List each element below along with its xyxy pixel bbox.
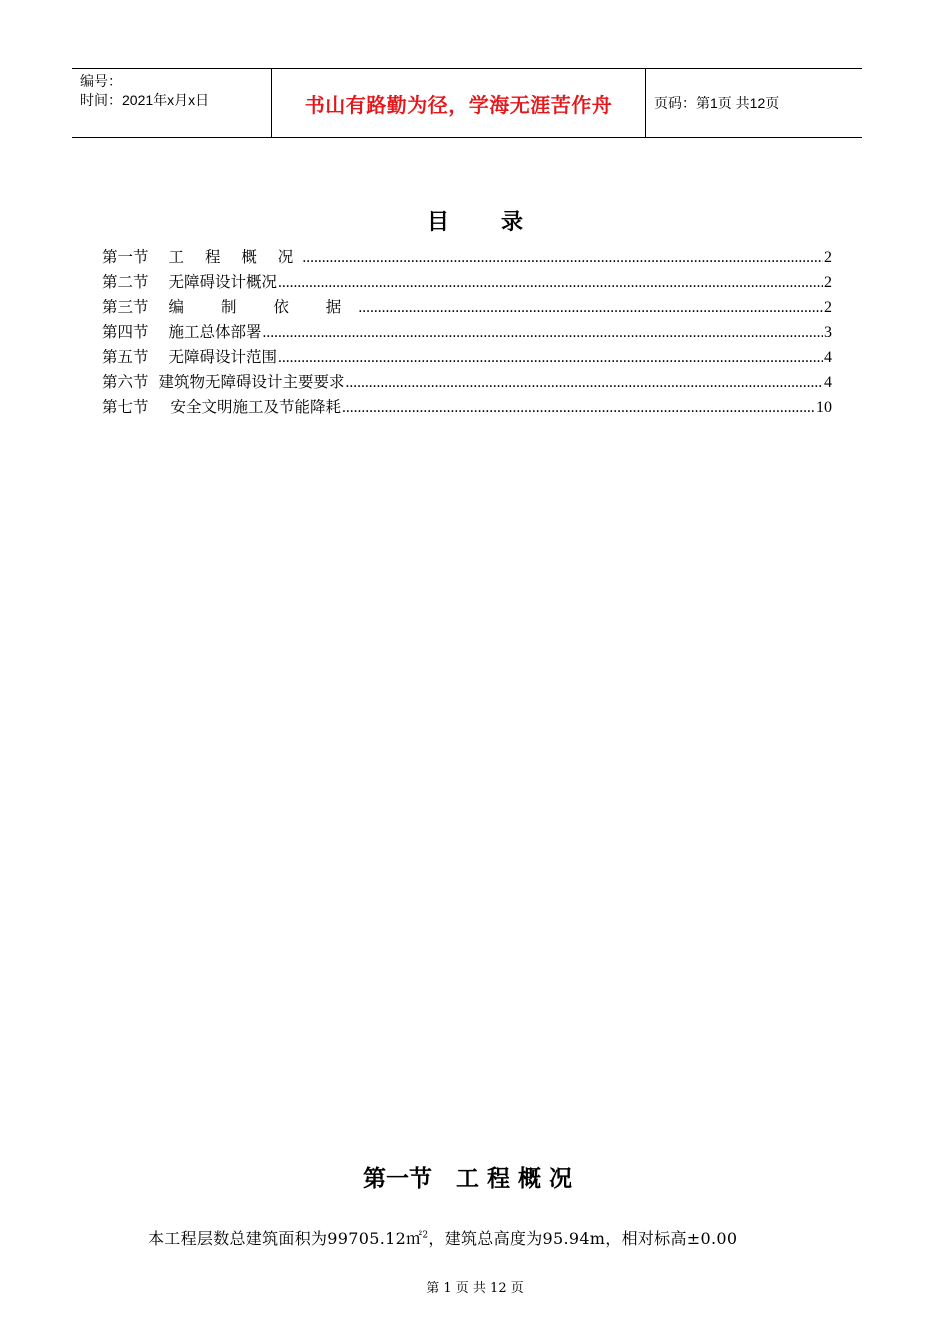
document-number-label: 编号： — [80, 73, 122, 89]
toc-entry-page: 4 — [824, 349, 832, 366]
header-motto: 书山有路勤为径，学海无涯苦作舟 — [272, 69, 646, 137]
toc-title: 目录 — [426, 209, 575, 235]
toc-entry-number: 第七节 — [102, 398, 149, 416]
document-time-label: 时间：2021年x月x日 — [80, 92, 210, 108]
toc-entry-number: 第五节 — [102, 348, 149, 366]
toc-entry[interactable] — [102, 295, 832, 320]
toc-leader-dots — [358, 299, 823, 317]
toc-entry-page: 3 — [824, 324, 832, 341]
toc-entry-title: 无障碍设计概况 — [168, 273, 278, 291]
toc-entry-page: 2 — [824, 249, 832, 266]
toc-entry-number: 第六节 — [102, 373, 149, 391]
toc-entry-number: 第四节 — [102, 323, 149, 341]
header-page-label: 页码：第1页 共12页 — [654, 95, 780, 111]
toc-entry-title: 编 制 依 据 — [168, 298, 358, 316]
toc-entry[interactable] — [102, 270, 832, 295]
toc-entry[interactable] — [102, 370, 832, 395]
section-heading: 第一节 工 程 概 况 — [362, 1166, 573, 1192]
toc-leader-dots — [278, 349, 823, 367]
toc-entry-page: 2 — [824, 299, 832, 316]
toc-leader-dots — [346, 374, 823, 392]
toc-entry-title: 无障碍设计范围 — [168, 348, 278, 366]
toc-entry[interactable] — [102, 245, 832, 270]
paragraph-text-start: 本工程层数总建筑面积为99705.12㎡ — [148, 1229, 423, 1248]
body-paragraph — [148, 1226, 737, 1249]
toc-leader-dots — [302, 249, 823, 267]
paragraph-text-end: ，建筑总高度为95.94m，相对标高±0.00 — [428, 1229, 738, 1248]
toc-entry[interactable] — [102, 395, 832, 420]
toc-leader-dots — [278, 274, 823, 292]
toc-entry[interactable] — [102, 345, 832, 370]
document-header — [72, 68, 862, 138]
toc-entry-title: 建筑物无障碍设计主要要求 — [158, 373, 345, 391]
toc-leader-dots — [263, 324, 823, 342]
table-of-contents — [102, 245, 832, 420]
toc-entry-number: 第三节 — [102, 298, 149, 316]
toc-entry-title: 施工总体部署 — [168, 323, 262, 341]
toc-entry-number: 第一节 — [102, 248, 149, 266]
area-unit-superscript: 2 — [422, 1230, 429, 1241]
toc-entry-title: 工 程 概 况 — [168, 248, 302, 266]
page-footer: 第 1 页 共 12 页 — [426, 1281, 524, 1296]
toc-entry-page: 10 — [816, 399, 832, 416]
toc-entry-page: 2 — [824, 274, 832, 291]
toc-entry-title: 安全文明施工及节能降耗 — [170, 398, 342, 416]
toc-leader-dots — [342, 399, 815, 417]
toc-entry[interactable] — [102, 320, 832, 345]
toc-entry-page: 4 — [824, 374, 832, 391]
toc-entry-number: 第二节 — [102, 273, 149, 291]
header-info-cell — [72, 69, 272, 137]
